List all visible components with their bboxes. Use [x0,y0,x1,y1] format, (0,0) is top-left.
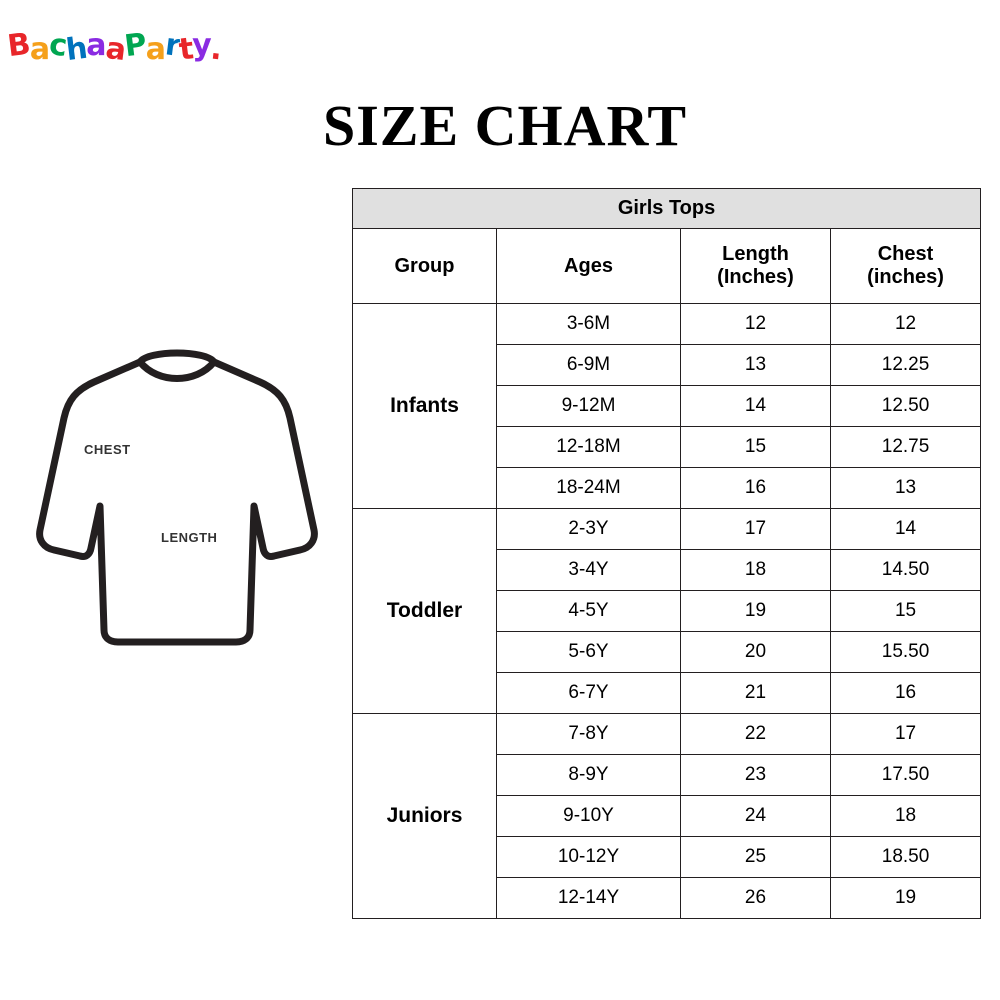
length-cell: 14 [681,386,831,427]
length-cell: 15 [681,427,831,468]
chest-cell: 15.50 [831,632,981,673]
brand-logo-letter: a [86,28,106,63]
brand-logo-letter: a [103,30,127,69]
brand-logo-letter: r [163,27,182,64]
ages-cell: 7-8Y [497,714,681,755]
garment-illustration [28,330,328,670]
length-cell: 12 [681,304,831,345]
chest-cell: 16 [831,673,981,714]
brand-logo-text [5,22,224,74]
ages-cell: 3-6M [497,304,681,345]
chest-cell: 15 [831,591,981,632]
chest-cell: 18 [831,796,981,837]
length-cell: 22 [681,714,831,755]
column-header: Chest (inches) [831,229,981,304]
length-cell: 19 [681,591,831,632]
chest-cell: 12 [831,304,981,345]
ages-cell: 10-12Y [497,837,681,878]
chest-cell: 12.75 [831,427,981,468]
length-cell: 23 [681,755,831,796]
ages-cell: 9-10Y [497,796,681,837]
brand-logo-letter: a [145,32,166,67]
ages-cell: 3-4Y [497,550,681,591]
ages-cell: 8-9Y [497,755,681,796]
length-cell: 18 [681,550,831,591]
chest-cell: 19 [831,878,981,919]
ages-cell: 6-9M [497,345,681,386]
table-header-row [353,229,981,304]
page-title: SIZE CHART [322,93,688,158]
column-header: Group [353,229,497,304]
ages-cell: 5-6Y [497,632,681,673]
length-measure-label: LENGTH [161,530,218,545]
length-cell: 17 [681,509,831,550]
brand-logo-letter: c [47,27,69,64]
shirt-icon [28,330,328,670]
chest-cell: 14.50 [831,550,981,591]
chest-cell: 12.25 [831,345,981,386]
chest-cell: 13 [831,468,981,509]
brand-logo-letter: P [122,26,148,65]
group-name-cell: Infants [353,304,497,509]
chest-cell: 17.50 [831,755,981,796]
brand-logo-letter: B [5,26,32,65]
table-banner-cell: Girls Tops [353,189,981,229]
column-header: Length (Inches) [681,229,831,304]
length-cell: 25 [681,837,831,878]
ages-cell: 4-5Y [497,591,681,632]
length-cell: 24 [681,796,831,837]
ages-cell: 2-3Y [497,509,681,550]
brand-logo-letter: . [208,31,224,68]
length-cell: 21 [681,673,831,714]
chest-cell: 14 [831,509,981,550]
table-row [353,714,981,755]
length-cell: 13 [681,345,831,386]
chest-cell: 18.50 [831,837,981,878]
table-row [353,509,981,550]
group-name-cell: Toddler [353,509,497,714]
chest-cell: 17 [831,714,981,755]
ages-cell: 12-18M [497,427,681,468]
length-cell: 20 [681,632,831,673]
size-chart-table [352,188,981,919]
column-header: Ages [497,229,681,304]
table-row [353,304,981,345]
ages-cell: 6-7Y [497,673,681,714]
length-cell: 26 [681,878,831,919]
ages-cell: 12-14Y [497,878,681,919]
brand-logo-letter: y [192,28,211,63]
group-name-cell: Juniors [353,714,497,919]
chest-cell: 12.50 [831,386,981,427]
brand-logo-letter: t [176,31,195,68]
brand-logo [5,22,248,74]
ages-cell: 9-12M [497,386,681,427]
table-banner-row [353,189,981,229]
ages-cell: 18-24M [497,468,681,509]
length-cell: 16 [681,468,831,509]
brand-logo-letter: h [64,30,89,69]
chest-measure-label: CHEST [84,442,131,457]
brand-logo-letter: a [29,32,50,67]
